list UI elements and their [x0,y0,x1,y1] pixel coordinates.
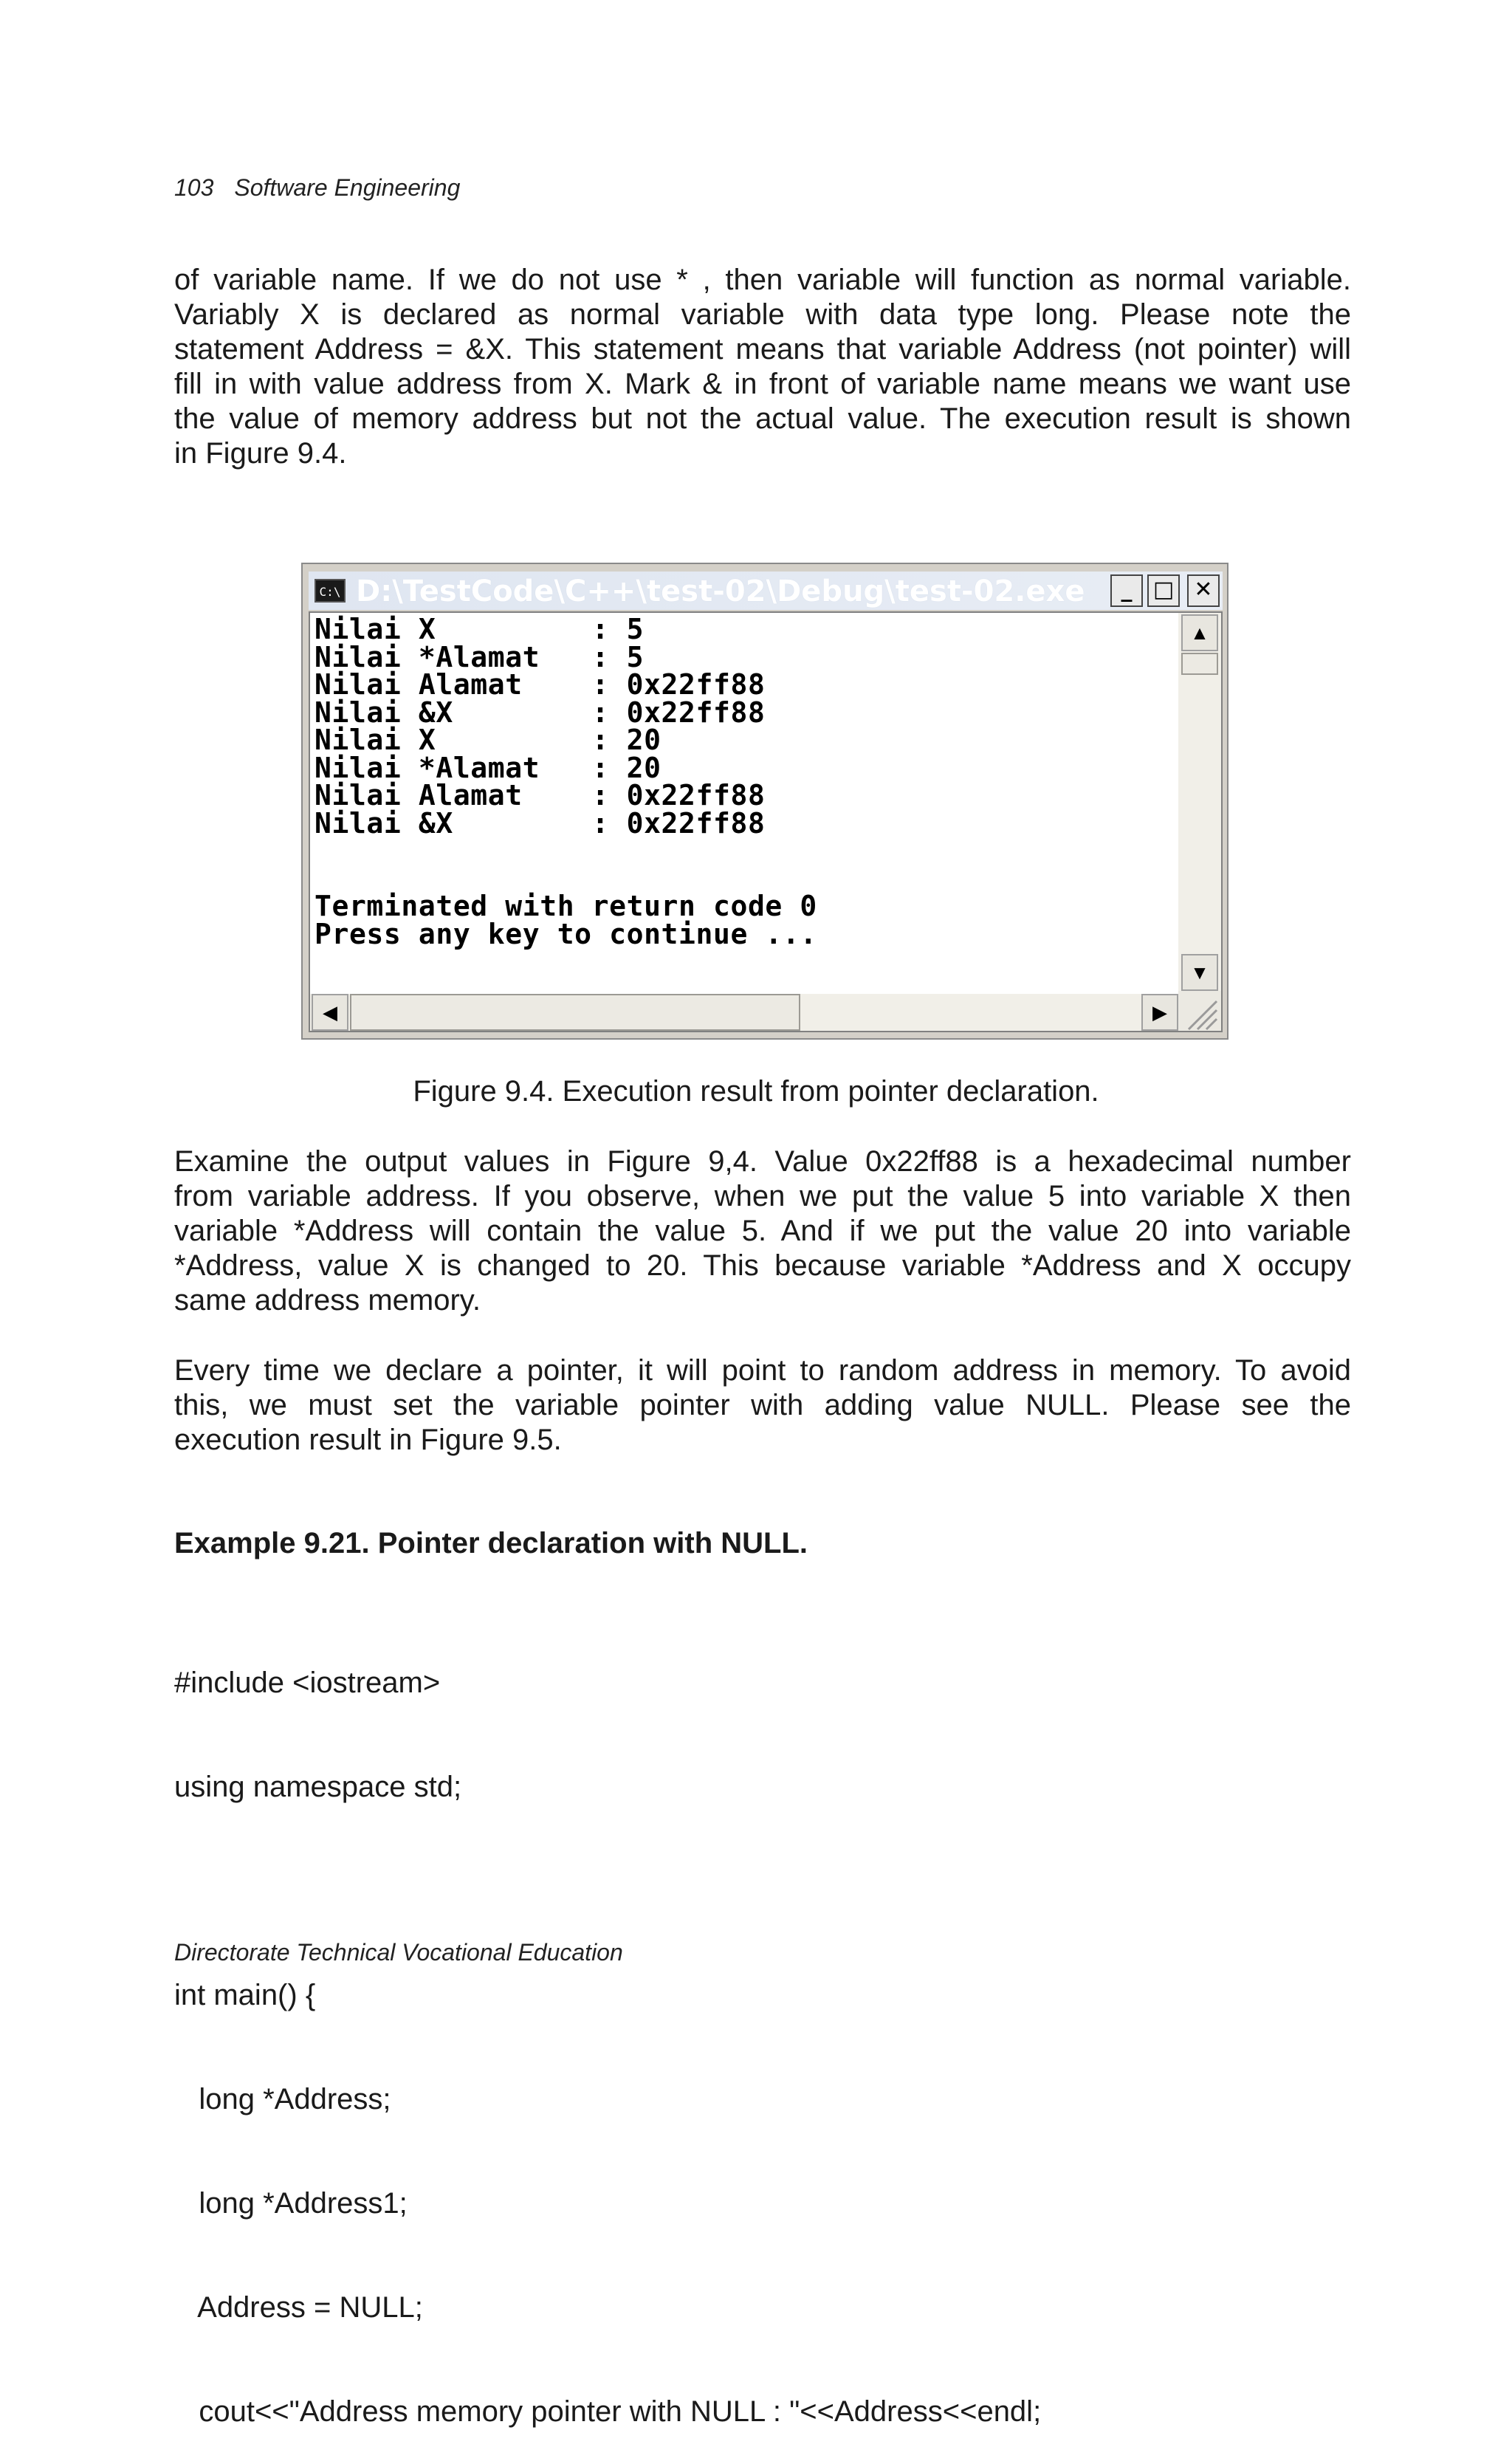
paragraph-line: Every time we declare a pointer, it will point to random address in memory. To avoid [174,1354,1351,1387]
book-title: Software Engineering [234,174,461,201]
paragraph-line: this, we must set the variable pointer with adding value NULL. Please see the [174,1389,1351,1421]
paragraph-line: from variable address. If you observe, when we put the value 5 into variable X then [174,1180,1351,1212]
console-titlebar[interactable] [309,572,1223,610]
paragraph-2 [174,1145,1351,1318]
code-line: Address = NULL; [174,2291,423,2324]
paragraph-line: of variable name. If we do not use * , then variable will function as normal variable. [174,264,1351,296]
code-line: int main() { [174,1979,316,2011]
resize-grip-icon[interactable] [1178,991,1221,1031]
scroll-left-icon[interactable]: ◀ [312,994,348,1031]
page-header [174,174,460,202]
paragraph-line: statement Address = &X. This statement means that variable Address (not pointer) will [174,333,1351,366]
scroll-down-icon[interactable]: ▼ [1181,954,1218,991]
example-title: Example 9.21. Pointer declaration with NULL. [174,1527,808,1559]
horizontal-scroll-thumb[interactable] [350,994,800,1031]
paragraph-line: *Address, value X is changed to 20. This because variable *Address and X occupy [174,1249,1351,1282]
paragraph-line: Variably X is declared as normal variable with data type long. Please note the [174,298,1351,331]
paragraph-1 [174,263,1351,471]
scroll-right-icon[interactable]: ▶ [1141,994,1178,1031]
paragraph-line: variable *Address will contain the value 5. And if we put the value 20 into variable [174,1215,1351,1247]
code-line [174,1874,1041,1909]
horizontal-scrollbar[interactable] [310,994,1181,1031]
maximize-button[interactable]: □ [1147,574,1180,607]
page-footer: Directorate Technical Vocational Education [174,1939,623,1966]
minimize-button[interactable]: _ [1110,574,1143,607]
paragraph-line: same address memory. [174,1284,481,1317]
code-line: cout<<"Address memory pointer with NULL : "<<Address<<endl; [174,2395,1042,2428]
code-line: #include <iostream> [174,1667,441,1699]
paragraph-line: fill in with value address from X. Mark & in front of variable name means we want use [174,368,1351,400]
console-output-text: Nilai X : 5 Nilai *Alamat : 5 Nilai Alamat : 0x22ff88 Nilai &X : 0x22ff88 Nilai X : 20 Nilai *Alamat : 20 Nilai Alamat : 0x22ff88 Nilai &X : 0x22ff88 Terminated with return code 0 Press any key to continue ... [315,613,817,950]
console-output-area[interactable] [309,611,1223,1032]
code-block [174,1596,1041,2464]
paragraph-line: in Figure 9.4. [174,437,347,470]
paragraph-3 [174,1353,1351,1458]
code-line: using namespace std; [174,1771,462,1803]
page-number: 103 [174,174,214,201]
scroll-up-icon[interactable]: ▲ [1181,614,1218,651]
paragraph-line: Examine the output values in Figure 9,4. Value 0x22ff88 is a hexadecimal number [174,1145,1351,1178]
code-line: long *Address; [174,2083,391,2115]
paragraph-line: execution result in Figure 9.5. [174,1424,562,1456]
close-button[interactable]: ✕ [1187,574,1220,607]
console-window-title: D:\TestCode\C++\test-02\Debug\test-02.exe [356,574,1085,608]
vertical-scroll-thumb[interactable] [1181,653,1218,675]
console-app-icon: C:\ [315,579,346,603]
vertical-scrollbar[interactable] [1178,613,1221,994]
console-window [301,563,1228,1040]
figure-caption: Figure 9.4. Execution result from pointer declaration. [413,1075,1099,1108]
paragraph-line: the value of memory address but not the actual value. The execution result is shown [174,402,1351,435]
code-line: long *Address1; [174,2187,408,2220]
